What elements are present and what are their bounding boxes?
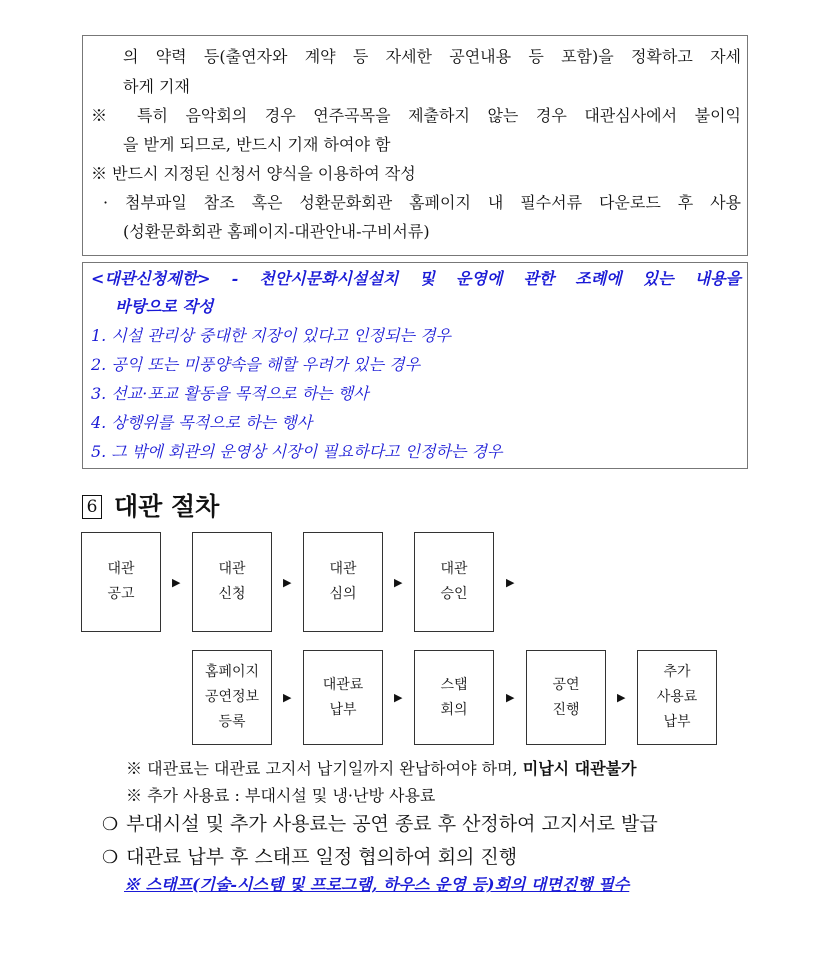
fee-note-text: ※ 대관료는 대관료 고지서 납기일까지 완납하여야 하며, [126, 759, 523, 778]
restriction-item-4: 4. 상행위를 목적으로 하는 행사 [91, 413, 313, 432]
section-heading [82, 492, 219, 522]
restriction-item-5: 5. 그 밖에 회관의 운영상 시장이 필요하다고 인정하는 경우 [91, 442, 503, 461]
arrow-icon: ▶ [506, 576, 515, 589]
bullet-text-2: 대관료 납부 후 스태프 일정 협의하여 회의 진행 [126, 846, 518, 868]
step-rental-application: 대관 신청 [192, 532, 272, 632]
arrow-icon: ▶ [394, 576, 403, 589]
step-staff-meeting: 스탭 회의 [414, 650, 494, 745]
restriction-item-1: 1. 시설 관리상 중대한 지장이 있다고 인정되는 경우 [91, 326, 451, 345]
section-number: 6 [82, 495, 102, 519]
restriction-heading-cont: 바탕으로 작성 [115, 297, 214, 316]
section-title: 대관 절차 [114, 492, 220, 521]
circle-bullet-icon: ❍ [102, 847, 119, 868]
notice-line-4: 을 받게 되므로, 반드시 기재 하여야 함 [123, 135, 391, 154]
notice-line-6: · 첨부파일 참조 혹은 성환문화회관 홈페이지 내 필수서류 다운로드 후 사용 [103, 193, 741, 212]
step-homepage-registration: 홈페이지 공연정보 등록 [192, 650, 272, 745]
step-fee-payment: 대관료 납부 [303, 650, 383, 745]
step-rental-notice: 대관 공고 [81, 532, 161, 632]
bullet-item-1 [102, 812, 658, 837]
notice-line-1: 의 약력 등(출연자와 계약 등 자세한 공연내용 등 포함)을 정확하고 자세 [123, 47, 741, 66]
arrow-icon: ▶ [172, 576, 181, 589]
circle-bullet-icon: ❍ [102, 814, 119, 835]
restriction-box [82, 262, 748, 469]
arrow-icon: ▶ [617, 691, 626, 704]
bullet-item-2 [102, 845, 517, 870]
extra-fee-note: ※ 추가 사용료 : 부대시설 및 냉·난방 사용료 [126, 786, 436, 805]
notice-line-5: ※ 반드시 지정된 신청서 양식을 이용하여 작성 [91, 164, 416, 183]
notice-box [82, 35, 748, 256]
notice-line-3: ※ 특히 음악회의 경우 연주곡목을 제출하지 않는 경우 대관심사에서 불이익 [91, 106, 741, 125]
notice-line-7: (성환문화회관 홈페이지-대관안내-구비서류) [123, 222, 430, 241]
staff-meeting-note: ※ 스태프(기술-시스템 및 프로그램, 하우스 운영 등)회의 대면진행 필수 [124, 875, 630, 894]
step-rental-approval: 대관 승인 [414, 532, 494, 632]
restriction-item-2: 2. 공익 또는 미풍양속을 해할 우려가 있는 경우 [91, 355, 421, 374]
step-performance: 공연 진행 [526, 650, 606, 745]
arrow-icon: ▶ [394, 691, 403, 704]
bullet-text-1: 부대시설 및 추가 사용료는 공연 종료 후 산정하여 고지서로 발급 [126, 813, 658, 835]
notice-line-2: 하게 기재 [123, 77, 190, 96]
step-additional-fee: 추가 사용료 납부 [637, 650, 717, 745]
restriction-heading: <대관신청제한> - 천안시문화시설설치 및 운영에 관한 조례에 있는 내용을 [91, 269, 741, 288]
step-rental-review: 대관 심의 [303, 532, 383, 632]
fee-note-bold: 미납시 대관불가 [522, 759, 637, 778]
fee-note [126, 759, 637, 779]
arrow-icon: ▶ [506, 691, 515, 704]
arrow-icon: ▶ [283, 691, 292, 704]
restriction-item-3: 3. 선교·포교 활동을 목적으로 하는 행사 [91, 384, 369, 403]
arrow-icon: ▶ [283, 576, 292, 589]
